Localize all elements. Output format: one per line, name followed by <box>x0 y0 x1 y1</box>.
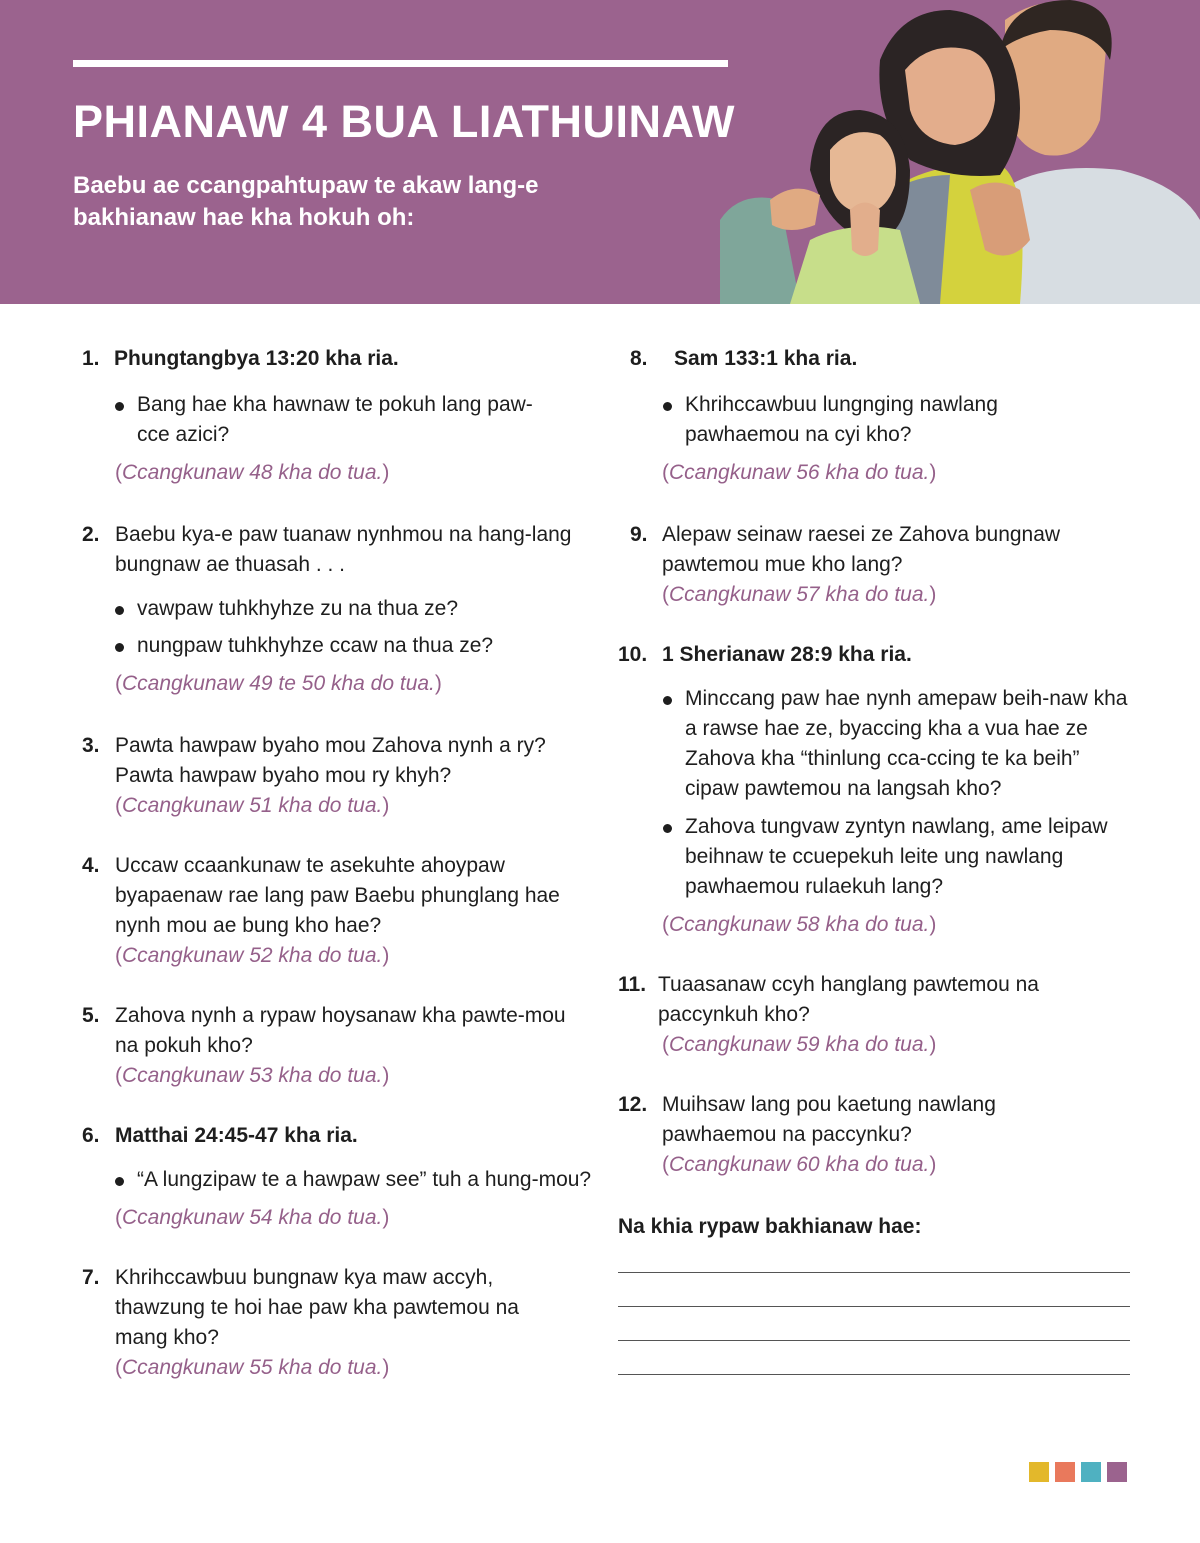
question-text: Matthai 24:45-47 kha ria. <box>115 1124 358 1147</box>
question-text: Zahova nynh a rypaw hoysanaw kha pawte-mou na pokuh kho? <box>115 1004 566 1057</box>
question-bullet: Khrihccawbuu lungnging nawlang pawhaemou na cyi kho? <box>685 390 1065 450</box>
question-number: 4. <box>82 854 100 877</box>
question-text: Uccaw ccaankunaw te asekuhte ahoypaw byapaenaw rae lang paw Baebu phunglang hae nynh mou ae bung kho hae? <box>115 854 560 937</box>
page-title: PHIANAW 4 BUA LIATHUINAW <box>73 96 735 147</box>
questions-left-column <box>82 344 592 1383</box>
question-number: 12. <box>618 1093 648 1116</box>
reference-note: (Ccangkunaw 49 te 50 kha do tua.) <box>115 672 442 695</box>
answer-line[interactable] <box>618 1340 1130 1341</box>
question-text: Phungtangbya 13:20 kha ria. <box>114 347 399 370</box>
questions-right-column <box>618 344 1138 1375</box>
question-number: 10. <box>618 643 648 666</box>
reference-note: (Ccangkunaw 53 kha do tua.) <box>115 1064 390 1087</box>
question-4 <box>82 851 592 971</box>
question-text: Alepaw seinaw raesei ze Zahova bungnaw pawtemou mue kho lang? <box>662 523 1061 576</box>
question-1 <box>82 344 592 488</box>
question-number: 5. <box>82 1004 100 1027</box>
reference-note: (Ccangkunaw 52 kha do tua.) <box>115 944 390 967</box>
question-8 <box>618 344 1138 488</box>
reference-note: (Ccangkunaw 48 kha do tua.) <box>115 461 390 484</box>
reference-note: (Ccangkunaw 59 kha do tua.) <box>662 1033 937 1056</box>
question-number: 2. <box>82 523 100 546</box>
question-bullet: nungpaw tuhkhyhze ccaw na thua ze? <box>137 631 592 661</box>
question-bullet: Bang hae kha hawnaw te pokuh lang paw-cce azici? <box>137 390 557 450</box>
question-bullet: Minccang paw hae nynh amepaw beih-naw kha a rawse hae ze, byaccing kha a vua hae ze Zahova kha “thinlung cca-ccing te ka beih” cipaw pawtemou na langsah kho? <box>685 684 1138 804</box>
question-9 <box>618 520 1138 610</box>
reference-note: (Ccangkunaw 56 kha do tua.) <box>662 461 937 484</box>
header-banner <box>0 0 1200 304</box>
reference-note: (Ccangkunaw 55 kha do tua.) <box>115 1356 390 1379</box>
question-number: 9. <box>630 523 648 546</box>
swatch-purple <box>1107 1462 1127 1482</box>
question-number: 7. <box>82 1266 100 1289</box>
question-bullet: Zahova tungvaw zyntyn nawlang, ame leipaw beihnaw te ccuepekuh leite ung nawlang pawhaemou rulaekuh lang? <box>685 812 1138 902</box>
question-2 <box>82 520 592 699</box>
question-bullet: vawpaw tuhkhyhze zu na thua ze? <box>137 594 592 624</box>
swatch-yellow <box>1029 1462 1049 1482</box>
swatch-teal <box>1081 1462 1101 1482</box>
question-text: Sam 133:1 kha ria. <box>674 347 858 370</box>
question-number: 8. <box>630 347 648 370</box>
question-number: 11. <box>618 973 647 996</box>
question-number: 1. <box>82 347 100 370</box>
family-praying-illustration <box>700 0 1200 304</box>
question-5 <box>82 1001 592 1091</box>
answer-line[interactable] <box>618 1374 1130 1375</box>
question-12 <box>618 1090 1138 1180</box>
question-number: 6. <box>82 1124 100 1147</box>
question-text: Tuaasanaw ccyh hanglang pawtemou na paccynkuh kho? <box>658 973 1039 1026</box>
question-number: 3. <box>82 734 100 757</box>
reference-note: (Ccangkunaw 51 kha do tua.) <box>115 794 390 817</box>
answer-section <box>618 1212 1138 1375</box>
question-bullet: “A lungzipaw te a hawpaw see” tuh a hung-mou? <box>137 1165 592 1195</box>
question-11 <box>618 970 1138 1060</box>
question-7 <box>82 1263 592 1383</box>
question-text: Baebu kya-e paw tuanaw nynhmou na hang-lang bungnaw ae thuasah . . . <box>115 523 572 576</box>
question-10 <box>618 640 1138 940</box>
reference-note: (Ccangkunaw 60 kha do tua.) <box>662 1153 937 1176</box>
answer-section-title: Na khia rypaw bakhianaw hae: <box>618 1215 922 1238</box>
answer-line[interactable] <box>618 1306 1130 1307</box>
question-3 <box>82 731 592 821</box>
question-6 <box>82 1121 592 1233</box>
swatch-orange <box>1055 1462 1075 1482</box>
question-text: 1 Sherianaw 28:9 kha ria. <box>662 643 912 666</box>
reference-note: (Ccangkunaw 54 kha do tua.) <box>115 1206 390 1229</box>
question-text: Khrihccawbuu bungnaw kya maw accyh, thawzung te hoi hae paw kha pawtemou na mang kho? <box>115 1266 519 1349</box>
color-swatches <box>1029 1462 1127 1482</box>
header-rule <box>73 60 728 67</box>
question-text: Muihsaw lang pou kaetung nawlang pawhaemou na paccynku? <box>662 1093 996 1146</box>
reference-note: (Ccangkunaw 58 kha do tua.) <box>662 913 937 936</box>
question-text: Pawta hawpaw byaho mou Zahova nynh a ry? Pawta hawpaw byaho mou ry khyh? <box>115 734 546 787</box>
answer-line[interactable] <box>618 1272 1130 1273</box>
reference-note: (Ccangkunaw 57 kha do tua.) <box>662 583 937 606</box>
page-subtitle: Baebu ae ccangpahtupaw te akaw lang-e bakhianaw hae kha hokuh oh: <box>73 172 539 231</box>
